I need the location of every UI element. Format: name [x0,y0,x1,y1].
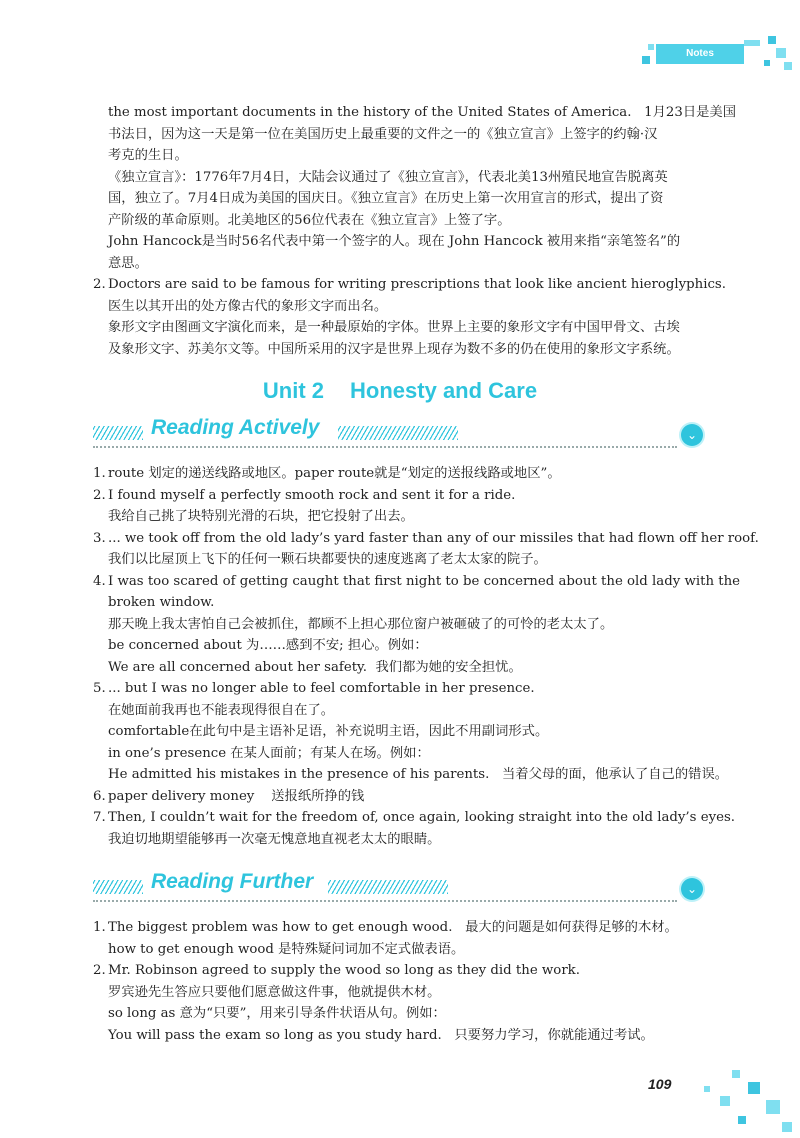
intro-line: 书法日，因为这一天是第一位在美国历史上最重要的文件之一的《独立宣言》上签字的约翰·汉 [108,126,658,142]
section-title: Reading Further [151,870,314,893]
intro-line: 产阶级的革命原则。北美地区的56位代表在《独立宣言》上签了字。 [108,212,511,228]
list-item [93,528,759,550]
list-item [93,917,713,939]
item-number: 1. [93,920,106,935]
list-item [93,678,713,700]
intro-line: 及象形文字、苏美尔文等。中国所采用的汉字是世界上现存为数不多的仍在使用的象形文字系统。 [108,341,680,357]
intro-line: 意思。 [108,255,148,271]
list-item [93,807,736,829]
item-text: Then, I couldn’t wait for the freedom of, once again, looking straight into the old lady’s eyes. [108,810,736,825]
item-number: 7. [93,810,106,825]
item-line: broken window. [108,595,215,610]
item-line: comfortable在此句中是主语补足语，补充说明主语，因此不用副词形式。 [108,724,549,739]
unit-name: Honesty and Care [350,378,538,403]
item-line: 那天晚上我太害怕自己会被抓住，都顾不上担心那位窗户被砸破了的可怜的老太太了。 [108,616,614,632]
unit-label: Unit 2 [262,378,325,403]
item-line: We are all concerned about her safety. 我们都为她的安全担忧。 [108,659,522,675]
list-item [93,463,713,485]
item-number: 3. [93,530,106,546]
stripes-decoration [93,426,143,440]
stripes-decoration [93,880,143,894]
intro-item-2 [93,274,726,296]
item-line: be concerned about 为……感到不安; 担心。例如： [108,638,428,653]
intro-line: 《独立宣言》：1776年7月4日，大陆会议通过了《独立宣言》，代表北美13州殖民地宣告脱离英 [108,169,668,185]
item-number: 6. [93,788,106,804]
dotted-divider [93,446,677,448]
item-line: how to get enough wood 是特殊疑问词加不定式做表语。 [108,941,465,957]
stripes-decoration [338,426,458,440]
item-number: 2. [93,487,106,503]
item-line: He admitted his mistakes in the presence of his parents. 当着父母的面，他承认了自己的错误。 [108,767,729,782]
list-item [93,485,713,507]
item-line: so long as 意为“只要”，用来引导条件状语从句。例如： [108,1006,446,1021]
unit-title [0,378,800,404]
item-line: 我们以比屋顶上飞下的任何一颗石块都要快的速度逃离了老太太家的院子。 [108,552,547,567]
list-item [93,571,741,593]
item-number: 2. [93,277,106,292]
reading-actively-list [93,463,759,850]
reading-further-header [93,870,703,904]
chevron-down-icon: ⌄ [681,424,703,446]
intro-line: 国，独立了。7月4日成为美国的国庆日。《独立宣言》在历史上第一次用宣言的形式，提出了资 [108,191,664,206]
section-title: Reading Actively [151,416,320,439]
item-text: ... we took off from the old lady’s yard faster than any of our missiles that had flown off her roof. [108,530,759,546]
item-line: 我给自己挑了块特别光滑的石块，把它投射了出去。 [108,509,414,524]
item-text: paper delivery money 送报纸所挣的钱 [108,788,365,804]
item-text: Doctors are said to be famous for writing prescriptions that look like ancient hieroglyphics. [108,277,726,292]
item-line: You will pass the exam so long as you study hard. 只要努力学习，你就能通过考试。 [108,1027,654,1043]
item-text: The biggest problem was how to get enough wood. 最大的问题是如何获得足够的木材。 [108,920,678,935]
list-item [93,960,713,982]
notes-tab: Notes [656,44,744,64]
intro-line: 医生以其开出的处方像古代的象形文字而出名。 [108,298,388,314]
chevron-down-icon: ⌄ [681,878,703,900]
reading-actively-header [93,416,703,450]
stripes-decoration [328,880,448,894]
item-number: 4. [93,573,106,589]
intro-line: 考克的生日。 [108,148,188,163]
item-line: 我迫切地期望能够再一次毫无愧意地直视老太太的眼睛。 [108,831,441,847]
intro-line: John Hancock是当时56名代表中第一个签字的人。现在 John Hancock 被用来指“亲笔签名”的 [108,234,681,249]
item-text: route 划定的递送线路或地区。paper route就是“划定的送报线路或地区”。 [108,466,561,481]
item-number: 1. [93,466,106,481]
intro-line: the most important documents in the history of the United States of America. 1月23日是美国 [108,105,737,120]
item-line: in one’s presence 在某人面前；有某人在场。例如： [108,745,430,761]
item-line: 在她面前我再也不能表现得很自在了。 [108,702,335,718]
reading-further-list [93,917,713,1046]
page-number: 109 [648,1076,672,1092]
item-text: ... but I was no longer able to feel comfortable in her presence. [108,681,535,696]
item-text: I found myself a perfectly smooth rock and sent it for a ride. [108,487,516,503]
dotted-divider [93,900,677,902]
item-number: 5. [93,681,106,696]
item-text: I was too scared of getting caught that first night to be concerned about the old lady with the [108,573,741,589]
intro-notes [93,102,737,360]
intro-line: 象形文字由图画文字演化而来，是一种最原始的字体。世界上主要的象形文字有中国甲骨文、古埃 [108,320,680,335]
item-line: 罗宾逊先生答应只要他们愿意做这件事，他就提供木材。 [108,984,441,1000]
list-item [93,786,713,808]
item-number: 2. [93,963,106,978]
item-text: Mr. Robinson agreed to supply the wood so long as they did the work. [108,963,580,978]
